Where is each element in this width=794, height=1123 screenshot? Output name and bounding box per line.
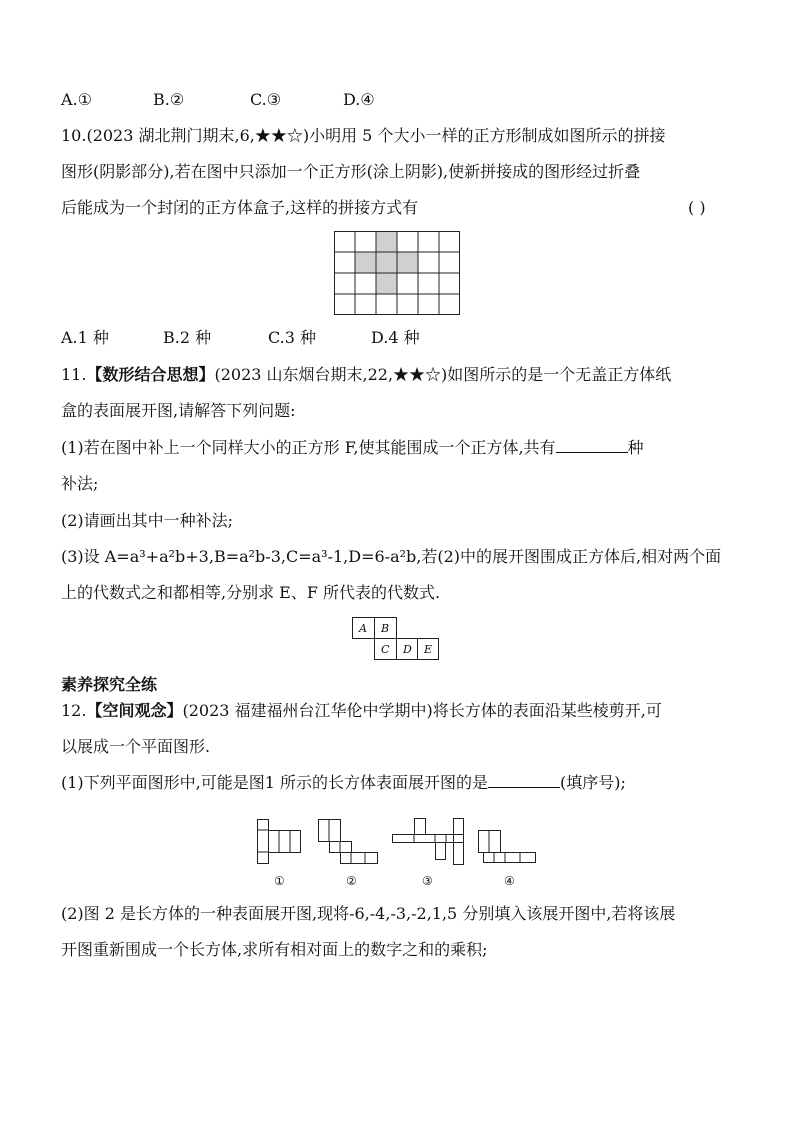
q11-part-1-cont: 补法; — [61, 474, 99, 493]
q12-net-1 — [257, 820, 301, 864]
q9-option-a: A.① — [61, 90, 92, 109]
q10-line-2: 图形(阴影部分),若在图中只添加一个正方形(涂上阴影),使新拼接成的图形经过折叠 — [61, 162, 641, 181]
q12-caption-1: ① — [274, 874, 285, 888]
q12-number: 12. — [61, 701, 87, 720]
q10-option-b: B.2 种 — [163, 328, 212, 347]
q12-caption-3: ③ — [422, 874, 433, 888]
q12-line-2: 以展成一个平面图形. — [61, 737, 211, 756]
q11-net-figure — [352, 617, 440, 661]
q11-label-e: E — [424, 643, 433, 656]
q11-line-2: 盒的表面展开图,请解答下列问题: — [61, 401, 296, 420]
q11-tag: 【数形结合思想】 — [86, 365, 215, 384]
q12-net-3 — [393, 819, 464, 865]
q11-part-1-unit: 种 — [627, 438, 644, 457]
q12-caption-2: ② — [346, 874, 357, 888]
q12-answer-blank[interactable] — [488, 773, 560, 788]
q11-label-c: C — [381, 643, 390, 656]
q10-option-d: D.4 种 — [371, 328, 420, 347]
q10-option-a: A.1 种 — [61, 328, 109, 347]
q11-line-1 — [61, 365, 671, 385]
q9-option-c: C.③ — [250, 90, 282, 109]
q11-number: 11. — [61, 365, 87, 384]
q11-line-1-rest: (2023 山东烟台期末,22,★★☆)如图所示的是一个无盖正方体纸 — [214, 365, 672, 384]
q11-label-a: A — [359, 622, 367, 635]
q11-part-1-text: (1)若在图中补上一个同样大小的正方形 F,使其能围成一个正方体,共有 — [61, 438, 556, 457]
q12-part-1-text: (1)下列平面图形中,可能是图1 所示的长方体表面展开图的是 — [61, 773, 489, 792]
q12-caption-4: ④ — [504, 874, 515, 888]
q11-part-2: (2)请画出其中一种补法; — [61, 511, 234, 530]
section-title: 素养探究全练 — [61, 675, 158, 694]
q12-line-1-rest: (2023 福建福州台江华伦中学期中)将长方体的表面沿某些棱剪开,可 — [182, 701, 662, 720]
q10-option-c: C.3 种 — [268, 328, 317, 347]
q10-line-3: 后能成为一个封闭的正方体盒子,这样的拼接方式有 — [61, 198, 419, 217]
q10-answer-paren: ( ) — [688, 198, 706, 217]
q12-net-2 — [319, 819, 378, 864]
q12-part-1-hint: (填序号); — [560, 773, 626, 792]
q12-net-4 — [479, 830, 536, 863]
q9-option-b: B.② — [153, 90, 185, 109]
q12-line-1 — [61, 701, 662, 721]
q12-part-1 — [61, 773, 626, 793]
q11-part-1 — [61, 438, 644, 458]
q11-part-3: (3)设 A=a³+a²b+3,B=a²b-3,C=a³-1,D=6-a²b,若(2)中的展开图围成正方体后,相对两个面 — [61, 547, 722, 566]
q12-tag: 【空间观念】 — [86, 701, 183, 720]
q9-option-d: D.④ — [343, 90, 375, 109]
q11-label-d: D — [403, 643, 412, 656]
q12-part-2-cont: 开图重新围成一个长方体,求所有相对面上的数字之和的乘积; — [61, 940, 488, 959]
q10-grid-figure — [334, 231, 460, 315]
q12-part-2: (2)图 2 是长方体的一种表面展开图,现将-6,-4,-3,-2,1,5 分别填入该展开图中,若将该展 — [61, 904, 676, 923]
q10-shaded-squares — [355, 231, 418, 294]
q11-answer-blank[interactable] — [556, 438, 628, 453]
q10-line-1: 10.(2023 湖北荆门期末,6,★★☆)小明用 5 个大小一样的正方形制成如图所示的拼接 — [61, 126, 666, 145]
q12-nets-figure — [250, 815, 550, 891]
q11-part-3-cont: 上的代数式之和都相等,分别求 E、F 所代表的代数式. — [61, 583, 441, 602]
q11-label-b: B — [381, 622, 390, 635]
